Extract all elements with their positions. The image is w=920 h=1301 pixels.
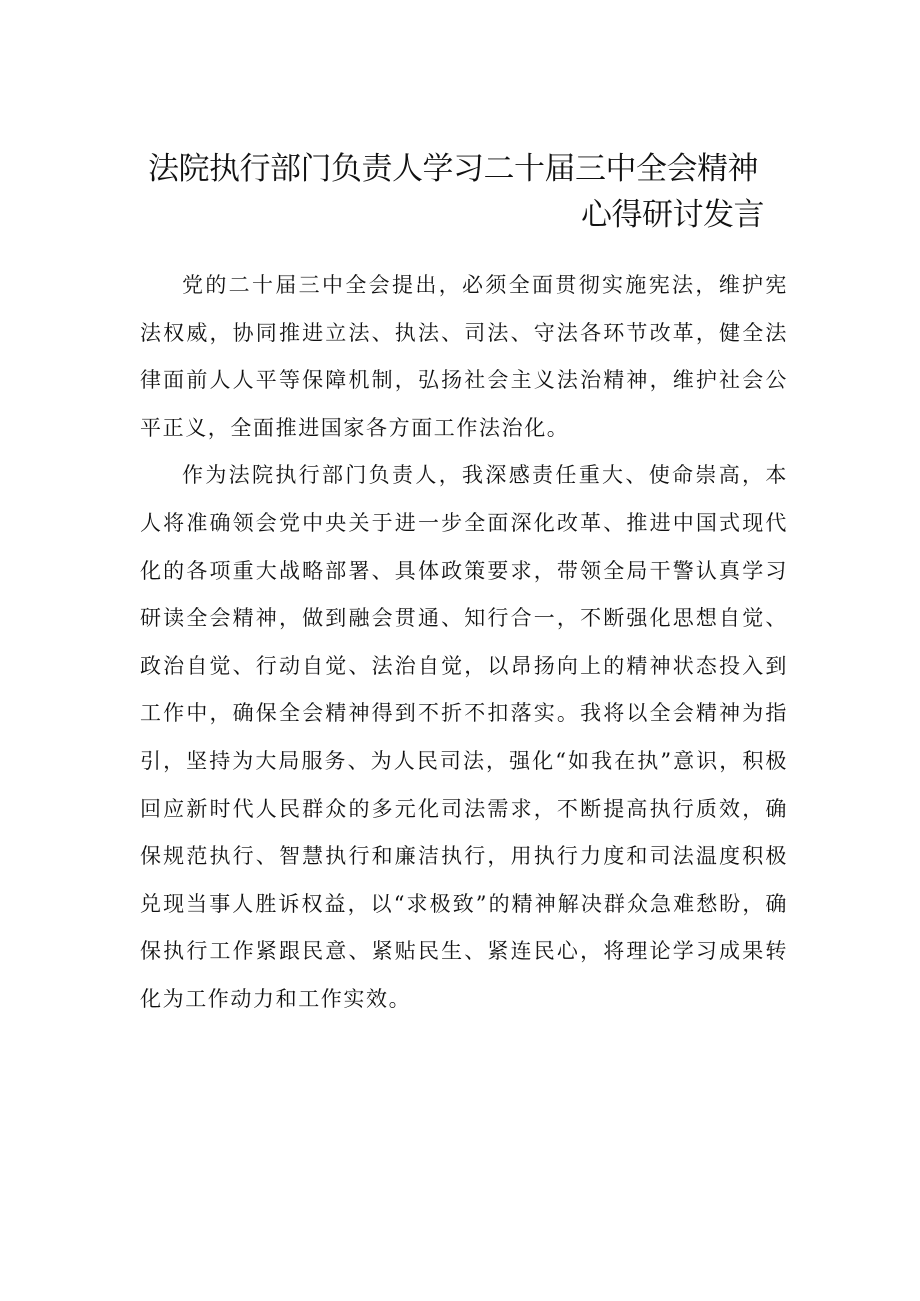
document-body (140, 262, 788, 1024)
paragraph-2: 作为法院执行部门负责人，我深感责任重大、使命崇高，本人将准确领会党中央关于进一步全面深化改革、推进中国式现代化的各项重大战略部署、具体政策要求，带领全局干警认真学习研读全会精神，做到融会贯通、知行合一，不断强化思想自觉、政治自觉、行动自觉、法治自觉，以昂扬向上的精神状态投入到工作中，确保全会精神得到不折不扣落实。我将以全会精神为指引，坚持为大局服务、为人民司法，强化“如我在执”意识，积极回应新时代人民群众的多元化司法需求，不断提高执行质效，确保规范执行、智慧执行和廉洁执行，用执行力度和司法温度积极兑现当事人胜诉权益，以“求极致”的精神解决群众急难愁盼，确保执行工作紧跟民意、紧贴民生、紧连民心，将理论学习成果转化为工作动力和工作实效。 (140, 463, 788, 1011)
title-line-2: 心得研讨发言 (581, 197, 764, 233)
title-line-1: 法院执行部门负责人学习二十届三中全会精神 (148, 151, 758, 187)
paragraph-1: 党的二十届三中全会提出，必须全面贯彻实施宪法，维护宪法权威，协同推进立法、执法、司法、守法各环节改革，健全法律面前人人平等保障机制，弘扬社会主义法治精神，维护社会公平正义，全面推进国家各方面工作法治化。 (140, 273, 788, 440)
document-title (140, 146, 780, 238)
